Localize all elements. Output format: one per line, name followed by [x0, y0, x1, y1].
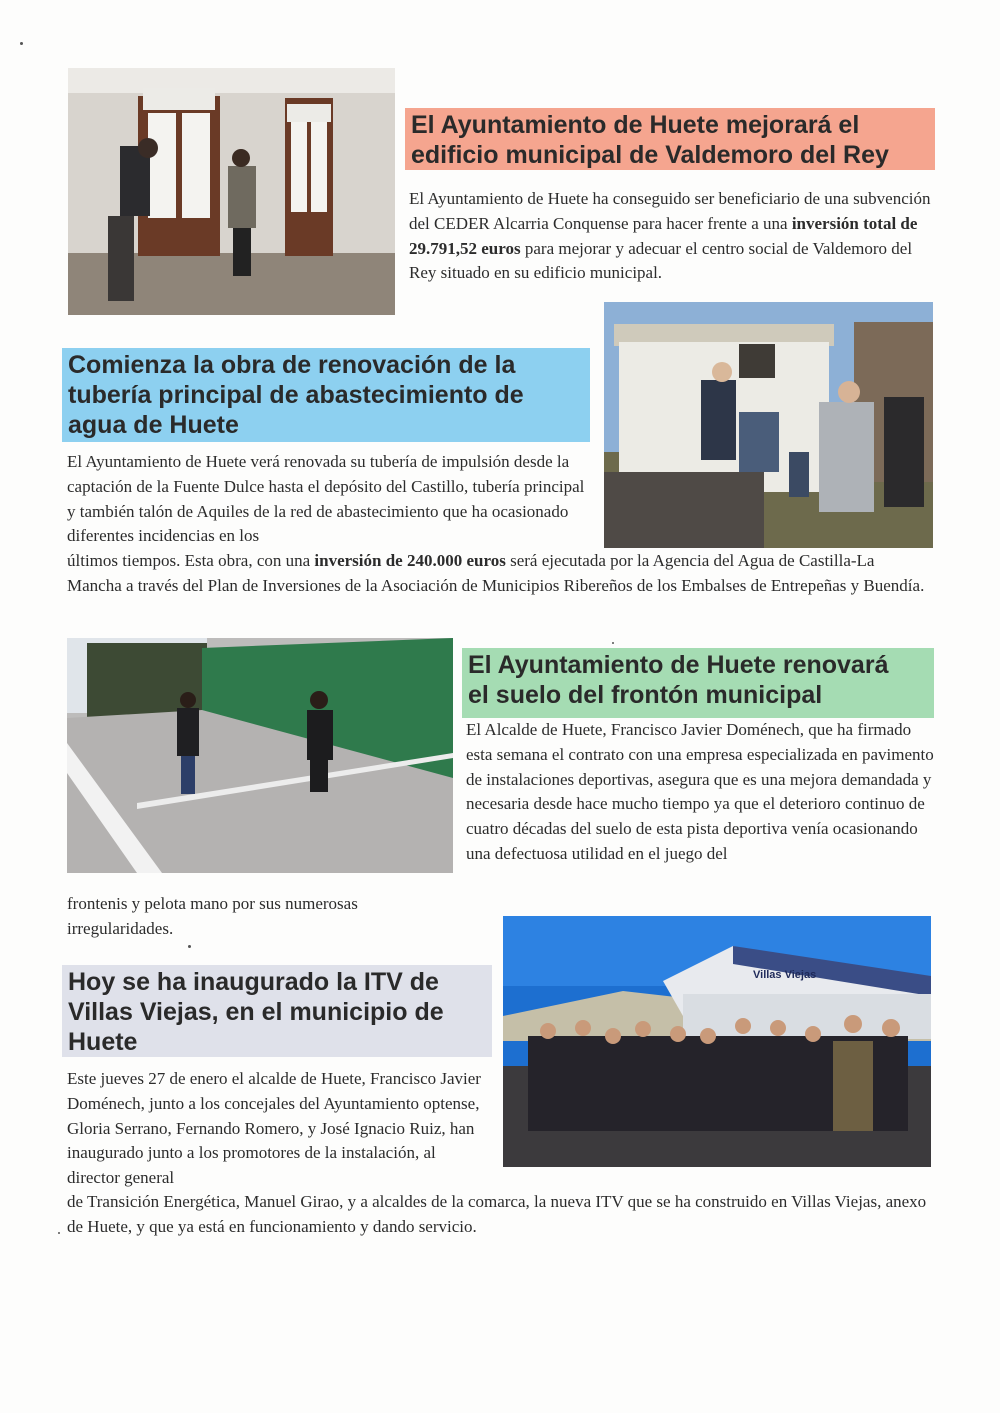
article-body-water-pipe-intro: El Ayuntamiento de Huete verá renovada su tubería de impulsión desde la captación de la Fuente Dulce hasta el depósito del Castillo, tubería principal y también talón de Aquiles de la red de abastecimiento que ha ocasionado diferentes incidencias en los	[67, 452, 585, 546]
fronton-court-photo	[67, 638, 453, 873]
itv-building-sign: Villas Viejas	[753, 969, 817, 981]
article-body-valdemoro	[409, 187, 931, 286]
article-body-itv-cont: de Transición Energética, Manuel Girao, y a alcaldes de la comarca, la nueva ITV que se ha construido en Villas Viejas, anexo de Huete, y que ya está en funcionamiento y dando servicio.	[67, 1192, 927, 1236]
article-heading-itv: Hoy se ha inaugurado la ITV de Villas Viejas, en el municipio de Huete	[62, 965, 492, 1057]
scan-speck	[58, 1232, 60, 1234]
investment-amount: inversión total de 29.791,52 euros	[409, 213, 918, 258]
article-heading-valdemoro: El Ayuntamiento de Huete mejorará el edificio municipal de Valdemoro del Rey	[405, 108, 935, 170]
municipal-building-interior-photo	[68, 68, 395, 315]
scan-speck	[612, 642, 614, 644]
article-body-fronton-cont: frontenis y pelota mano por sus numerosas irregularidades.	[67, 894, 358, 938]
investment-amount: inversión de 240.000 euros	[314, 551, 506, 570]
article-body-text: será ejecutada por la Agencia del Agua de Castilla-La Mancha a través del Plan de Inversiones de la Asociación de Municipios Ribereños de los Embalses de Entrepeñas y Buendía.	[67, 551, 925, 595]
scan-speck	[188, 945, 191, 948]
article-body-fronton-intro: El Alcalde de Huete, Francisco Javier Doménech, que ha firmado esta semana el contrato con una empresa especializada en pavimento de instalaciones deportivas, asegura que es una mejora demandada y necesaria desde hace mucho tiempo ya que el deterioro continuo de cuatro décadas del suelo de esta pista deportiva venía ocasionando una defectuosa utilidad en el juego del	[466, 720, 934, 863]
itv-inauguration-group-photo	[503, 916, 931, 1167]
article-body-water-pipe-cont	[67, 549, 933, 599]
water-pump-house-photo	[604, 302, 933, 548]
article-body-itv-intro: Este jueves 27 de enero el alcalde de Huete, Francisco Javier Doménech, junto a los concejales del Ayuntamiento optense, Gloria Serrano, Fernando Romero, y José Ignacio Ruiz, han inaugurado junto a los promotores de la instalación, al director general	[67, 1069, 481, 1188]
scan-speck	[20, 42, 23, 45]
article-heading-fronton: El Ayuntamiento de Huete renovará el suelo del frontón municipal	[462, 648, 934, 718]
article-body-text: El Ayuntamiento de Huete ha conseguido ser beneficiario de una subvención del CEDER Alcarria Conquense para hacer frente a una	[409, 189, 931, 233]
article-body-text: últimos tiempos. Esta obra, con una	[67, 551, 315, 570]
article-heading-water-pipe: Comienza la obra de renovación de la tubería principal de abastecimiento de agua de Huete	[62, 348, 590, 442]
article-body-text: para mejorar y adecuar el centro social de Valdemoro del Rey situado en su edificio municipal.	[409, 238, 913, 283]
